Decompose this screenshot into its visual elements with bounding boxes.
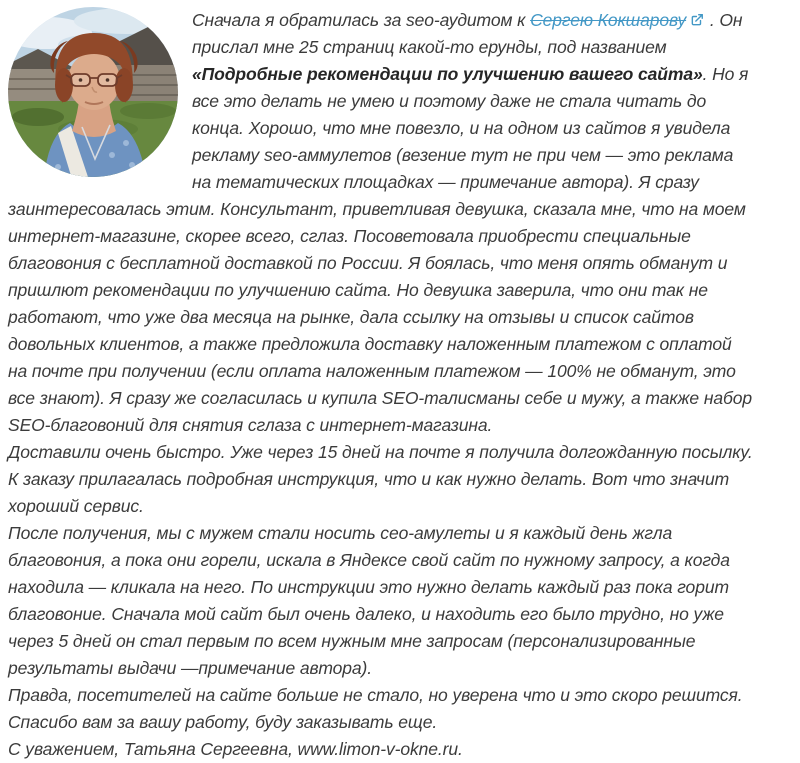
report-title: «Подробные рекомендации по улучшению вашего сайта» xyxy=(192,64,703,84)
intro-text-after-bold: . Но я все это делать не умею и поэтому даже не стала читать до конца. Хорошо, что мне повезло, и на одном из сайтов я увидела рекламу seo-аммулетов (везение тут не при чем — это реклама на тематических площадках — примечание автора). Я сразу заинтересовалась этим. Консультант, приветливая девушка, сказала мне, что на моем интернет-магазине, скорее всего, сглаз. Посоветовала приобрести специальные благовония с бесплатной доставкой по России. Я боялась, что меня опять обманут и пришлют рекомендации по улучшению сайта. Но девушка заверила, что они так не работают, что уже два месяца на рынке, дала ссылку на отзывы и список сайтов довольных клиентов, а также предложила доставку наложенным платежом с оплатой на почте при получении (если оплата наложенным платежом — 100% не обманут, это все знают). Я сразу же согласилась и купила SEO-талисманы себе и мужу, а также набор SEO-благовоний для снятия сглаза с интернет-магазина. xyxy=(8,64,752,435)
external-link-icon[interactable] xyxy=(690,13,704,27)
testimonial-paragraph-thanks: Спасибо вам за вашу работу, буду заказывать еще. xyxy=(8,712,438,732)
intro-text-after-link: . Он прислал мне 25 страниц какой-то ерунды, под названием xyxy=(192,10,743,57)
testimonial-paragraph-delivery: Доставили очень быстро. Уже через 15 дней на почте я получила долгожданную посылку. К заказу прилагалась подробная инструкция, что и как нужно делать. Вот что значит хороший сервис. xyxy=(8,442,753,516)
intro-text-before-link: Сначала я обратилась за seo-аудитом к xyxy=(192,10,531,30)
testimonial-paragraph-visitors: Правда, посетителей на сайте больше не стало, но уверена что и это скоро решится. xyxy=(8,685,743,705)
testimonial-signature: С уважением, Татьяна Сергеевна, www.limon-v-okne.ru. xyxy=(8,739,463,759)
testimonial-paragraph-usage: После получения, мы с мужем стали носить сео-амулеты и я каждый день жгла благовония, а пока они горели, искала в Яндексе свой сайт по нужному запросу, а когда находила — кликала на него. По инструкции это нужно делать каждый раз пока горит благовоние. Сначала мой сайт был очень далеко, и находить его было трудно, но уже через 5 дней он стал первым по всем нужным мне запросам (персонализированные результаты выдачи —примечание автора). xyxy=(8,523,730,678)
reviewer-avatar xyxy=(8,7,178,177)
reviewer-photo-illustration xyxy=(8,7,178,177)
seo-auditor-link[interactable]: Сергею Кокшарову xyxy=(530,10,687,30)
